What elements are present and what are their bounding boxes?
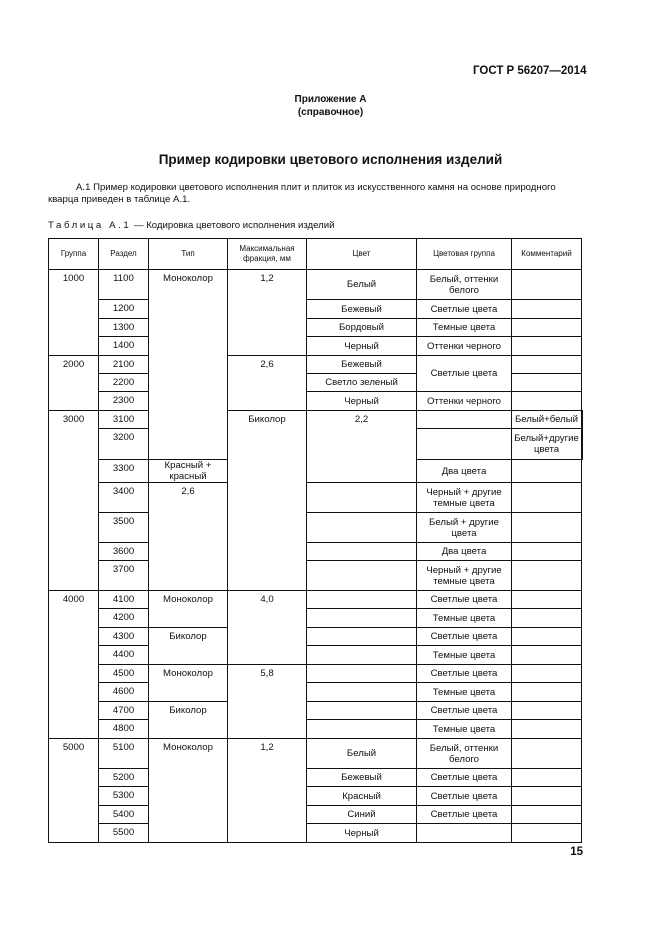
table-row	[49, 411, 583, 429]
table-row	[49, 561, 583, 591]
cell-max-fraction: 2,6	[228, 356, 307, 411]
cell-color-group: Белый, оттенки белого	[417, 270, 512, 300]
cell-color-group: Темные цвета	[417, 609, 512, 628]
cell-section: 5500	[99, 824, 149, 843]
cell-section: 4700	[99, 702, 149, 720]
table-row	[49, 513, 583, 543]
cell-group: 3000	[49, 411, 99, 591]
appendix-subtitle: (справочное)	[297, 107, 364, 118]
cell-color	[307, 483, 417, 513]
cell-comment	[512, 787, 582, 806]
cell-color-group: Черный + другие темные цвета	[417, 483, 512, 513]
cell-section: 3500	[99, 513, 149, 543]
table-row	[49, 300, 583, 319]
table-row	[49, 739, 583, 769]
cell-color-group: Оттенки черного	[417, 392, 512, 411]
cell-max-fraction: 2,6	[149, 483, 228, 591]
cell-color-group: Белый + другие цвета	[417, 513, 512, 543]
cell-comment	[512, 483, 582, 513]
cell-type: Моноколор	[149, 591, 228, 628]
cell-section: 4800	[99, 720, 149, 739]
cell-color	[307, 646, 417, 665]
cell-comment	[512, 646, 582, 665]
cell-section: 1100	[99, 270, 149, 300]
header-color: Цвет	[307, 239, 417, 270]
cell-type: Биколор	[228, 411, 307, 591]
cell-comment	[582, 429, 583, 460]
cell-comment	[512, 720, 582, 739]
cell-section: 3400	[99, 483, 149, 513]
cell-section: 4600	[99, 683, 149, 702]
cell-comment	[512, 513, 582, 543]
header-type: Тип	[149, 239, 228, 270]
intro-paragraph: А.1 Пример кодировки цветового исполнения плит и плиток из искусственного камня на основе природного кварца приведен в таблице А.1.	[48, 182, 556, 205]
cell-group: 1000	[49, 270, 99, 356]
appendix-heading	[0, 93, 661, 119]
cell-color-group: Светлые цвета	[417, 702, 512, 720]
cell-comment	[512, 609, 582, 628]
cell-section: 2200	[99, 374, 149, 392]
cell-max-fraction: 1,2	[228, 739, 307, 843]
cell-color: Светло зеленый	[307, 374, 417, 392]
cell-comment	[512, 702, 582, 720]
cell-color: Черный	[307, 392, 417, 411]
cell-comment	[512, 543, 582, 561]
cell-comment	[512, 460, 582, 483]
cell-max-fraction: 2,2	[307, 411, 417, 483]
table-row	[49, 683, 583, 702]
table-body	[49, 270, 583, 843]
cell-color-group: Светлые цвета	[417, 806, 512, 824]
cell-color-group: Оттенки черного	[417, 337, 512, 356]
cell-color	[307, 561, 417, 591]
table-row	[49, 591, 583, 609]
cell-color-group: Белый, оттенки белого	[417, 739, 512, 769]
cell-color-group	[417, 824, 512, 843]
table-caption-text: — Кодировка цветового исполнения изделий	[131, 220, 335, 231]
table-header-row	[49, 239, 583, 270]
cell-color-group: Белый+другие цвета	[512, 429, 582, 460]
cell-section: 3700	[99, 561, 149, 591]
cell-color-group: Светлые цвета	[417, 591, 512, 609]
cell-color	[307, 543, 417, 561]
table-row	[49, 720, 583, 739]
cell-section: 5100	[99, 739, 149, 769]
cell-color-group: Светлые цвета	[417, 356, 512, 392]
page-number: 15	[570, 846, 583, 858]
cell-color: Черный	[307, 824, 417, 843]
cell-comment	[512, 665, 582, 683]
table-row	[49, 702, 583, 720]
table-caption	[48, 220, 583, 231]
table-row	[49, 646, 583, 665]
table-row	[49, 356, 583, 374]
cell-section: 3200	[99, 429, 149, 460]
cell-comment	[512, 806, 582, 824]
cell-color-group: Белый+белый	[512, 411, 582, 429]
cell-comment	[512, 374, 582, 392]
cell-color-group: Светлые цвета	[417, 628, 512, 646]
cell-color: Белый	[307, 270, 417, 300]
cell-section: 4400	[99, 646, 149, 665]
cell-color: Бордовый	[307, 319, 417, 337]
cell-color	[307, 665, 417, 683]
cell-color-group: Темные цвета	[417, 646, 512, 665]
cell-type: Моноколор	[149, 739, 228, 843]
cell-section: 2100	[99, 356, 149, 374]
cell-color: Красный + красный	[149, 460, 228, 483]
cell-section: 4100	[99, 591, 149, 609]
cell-section: 4300	[99, 628, 149, 646]
cell-comment	[512, 270, 582, 300]
cell-comment	[512, 300, 582, 319]
cell-section: 4500	[99, 665, 149, 683]
cell-section: 3300	[99, 460, 149, 483]
cell-section: 1200	[99, 300, 149, 319]
table-row	[49, 392, 583, 411]
cell-comment	[512, 683, 582, 702]
table-row	[49, 665, 583, 683]
cell-section: 1300	[99, 319, 149, 337]
table-row	[49, 824, 583, 843]
cell-color-group: Темные цвета	[417, 720, 512, 739]
cell-color-group: Светлые цвета	[417, 787, 512, 806]
cell-comment	[512, 337, 582, 356]
cell-color-group: Два цвета	[417, 460, 512, 483]
cell-section: 5300	[99, 787, 149, 806]
cell-comment	[512, 591, 582, 609]
cell-color	[307, 683, 417, 702]
cell-color-group: Светлые цвета	[417, 769, 512, 787]
cell-section: 5200	[99, 769, 149, 787]
cell-section: 2300	[99, 392, 149, 411]
cell-comment	[512, 561, 582, 591]
cell-color: Бежевый	[307, 769, 417, 787]
cell-color-group: Черный + другие темные цвета	[417, 561, 512, 591]
cell-type: Биколор	[149, 702, 228, 739]
cell-color	[307, 702, 417, 720]
table-row	[49, 769, 583, 787]
cell-color	[417, 429, 512, 460]
cell-color-group: Темные цвета	[417, 683, 512, 702]
page-title: Пример кодировки цветового исполнения изделий	[158, 152, 503, 167]
cell-color: Белый	[307, 739, 417, 769]
cell-type: Биколор	[149, 628, 228, 665]
header-group: Группа	[49, 239, 99, 270]
cell-color	[307, 513, 417, 543]
cell-comment	[512, 769, 582, 787]
table-row	[49, 806, 583, 824]
table-caption-label: Таблица А.1	[48, 220, 132, 231]
cell-color: Черный	[307, 337, 417, 356]
cell-color-group: Светлые цвета	[417, 300, 512, 319]
cell-color	[307, 720, 417, 739]
cell-type: Моноколор	[149, 665, 228, 702]
document-code: ГОСТ Р 56207—2014	[473, 65, 587, 77]
table-row	[49, 337, 583, 356]
cell-section: 1400	[99, 337, 149, 356]
cell-color-group: Светлые цвета	[417, 665, 512, 683]
cell-comment	[512, 392, 582, 411]
cell-section: 4200	[99, 609, 149, 628]
cell-color: Бежевый	[307, 356, 417, 374]
table-row	[49, 609, 583, 628]
header-comment: Комментарий	[512, 239, 582, 270]
appendix-title: Приложение А	[294, 94, 367, 105]
cell-group: 2000	[49, 356, 99, 411]
cell-max-fraction: 4,0	[228, 591, 307, 665]
cell-color	[307, 628, 417, 646]
cell-color	[307, 609, 417, 628]
cell-section: 3100	[99, 411, 149, 429]
header-color-group: Цветовая группа	[417, 239, 512, 270]
cell-color-group: Два цвета	[417, 543, 512, 561]
cell-color	[307, 591, 417, 609]
cell-color: Бежевый	[307, 300, 417, 319]
header-section: Раздел	[99, 239, 149, 270]
cell-type: Моноколор	[149, 270, 228, 460]
cell-group: 5000	[49, 739, 99, 843]
cell-comment	[512, 739, 582, 769]
cell-color: Синий	[307, 806, 417, 824]
cell-max-fraction: 5,8	[228, 665, 307, 739]
cell-comment	[582, 411, 583, 429]
cell-section: 5400	[99, 806, 149, 824]
cell-max-fraction: 1,2	[228, 270, 307, 356]
cell-color	[417, 411, 512, 429]
cell-section: 3600	[99, 543, 149, 561]
cell-comment	[512, 319, 582, 337]
cell-comment	[512, 356, 582, 374]
cell-group: 4000	[49, 591, 99, 739]
table-row	[49, 319, 583, 337]
cell-comment	[512, 824, 582, 843]
header-max-fraction: Максимальная фракция, мм	[228, 239, 307, 270]
table-row	[49, 483, 583, 513]
cell-color: Красный	[307, 787, 417, 806]
table-row	[49, 543, 583, 561]
cell-comment	[512, 628, 582, 646]
cell-color-group: Темные цвета	[417, 319, 512, 337]
color-code-table	[48, 238, 583, 843]
table-row	[49, 787, 583, 806]
table-row	[49, 628, 583, 646]
table-row	[49, 270, 583, 300]
